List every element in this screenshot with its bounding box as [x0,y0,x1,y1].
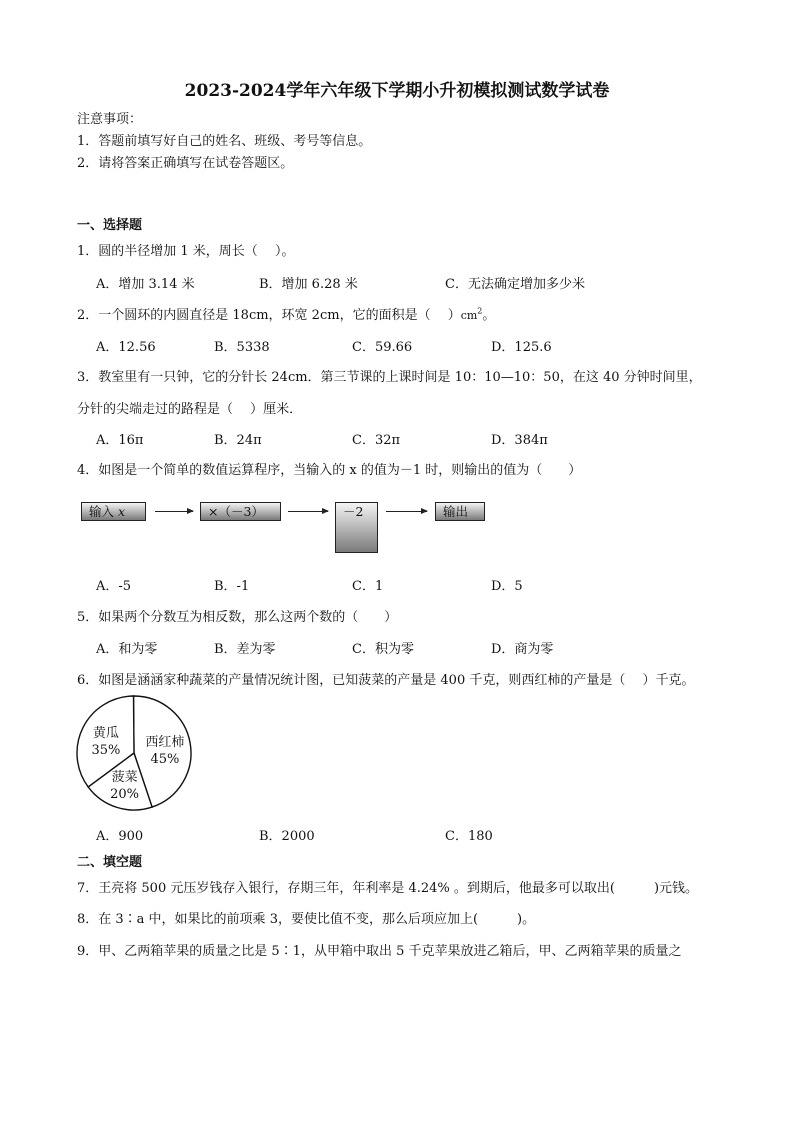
question-1-stem: 1．圆的半径增加 1 米，周长（ ）。 [77,244,295,259]
q2-end: 。 [482,308,496,323]
q5-option-b: B．差为零 [214,642,276,657]
flow-input-label: 输入 [89,504,115,519]
question-7: 7．王亮将 500 元压岁钱存入银行，存期三年，年利率是 4.24% 。到期后，他最多可以取出( )元钱。 [77,881,699,896]
q6-option-c: C．180 [445,829,493,844]
q5-option-c: C．积为零 [352,642,414,657]
q4-option-d: D．5 [491,579,523,594]
pie-slice-value: 20% [110,786,140,802]
q2-stem-text: 2．一个圆环的内圆直径是 18cm，环宽 2cm，它的面积是（ ） [77,308,461,323]
q5-option-d: D．商为零 [491,642,554,657]
flow-arrow [288,511,328,512]
notes-heading: 注意事项： [77,112,143,127]
pie-chart [74,694,194,812]
question-5-stem: 5．如果两个分数互为相反数，那么这两个数的（ ） [77,610,398,625]
question-2-stem [77,304,495,323]
q3-option-c: C．32π [352,433,401,448]
pie-slice-value: 45% [150,751,180,767]
q4-option-a: A．-5 [96,579,132,594]
q6-option-b: B．2000 [259,829,315,844]
pie-slice-label: 黄瓜 [92,726,119,742]
note-item: 1．答题前填写好自己的姓名、班级、考号等信息。 [77,134,372,149]
q1-option-b: B．增加 6.28 米 [259,277,358,292]
q1-option-c: C．无法确定增加多少米 [445,277,585,292]
flow-arrow [386,511,427,512]
flow-subtract-box: －2 [335,502,378,553]
note-item: 2．请将答案正确填写在试卷答题区。 [77,156,294,171]
pie-slice-label: 菠菜 [111,769,138,785]
q1-option-a: A．增加 3.14 米 [96,277,195,292]
q3-option-d: D．384π [491,433,548,448]
q4-option-b: B．-1 [214,579,250,594]
q3-option-a: A．16π [96,433,144,448]
flow-arrow [155,511,193,512]
q3-option-b: B．24π [214,433,262,448]
question-3-line-2: 分针的尖端走过的路程是（ ）厘米． [77,402,303,417]
q2-unit: cm [460,309,478,322]
pie-slice-label: 西红柿 [145,734,185,750]
q4-option-c: C．1 [352,579,384,594]
pie-slice-value: 35% [91,743,121,759]
q2-option-a: A．12.56 [96,340,156,355]
flow-input-var: x [118,504,126,519]
section-heading: 一、选择题 [77,218,143,233]
q2-unit-sup: 2 [477,306,483,316]
question-8: 8．在 3∶a 中，如果比的前项乘 3，要使比值不变，那么后项应加上( )。 [77,912,536,927]
question-9: 9．甲、乙两箱苹果的质量之比是 5∶1，从甲箱中取出 5 千克苹果放进乙箱后，甲、乙两箱苹果的质量之 [77,944,682,959]
flow-output-box: 输出 [435,502,485,521]
section-heading: 二、填空题 [77,855,143,870]
flow-multiply-box: ×（－3） [200,502,281,521]
flow-input-box [81,502,146,521]
page-title: 2023-2024学年六年级下学期小升初模拟测试数学试卷 [184,81,610,101]
q5-option-a: A．和为零 [96,642,158,657]
question-6-stem: 6．如图是涵涵家种蔬菜的产量情况统计图，已知菠菜的产量是 400 千克，则西红柿的产量是（ ）千克。 [77,673,695,688]
question-3-line-1: 3．教室里有一只钟，它的分针长 24cm．第三节课的上课时间是 10：10—10：50，在这 40 分钟时间里， [77,370,702,385]
q2-option-c: C．59.66 [352,340,413,355]
question-4-stem: 4．如图是一个简单的数值运算程序，当输入的 x 的值为－1 时，则输出的值为（ ） [77,463,582,478]
q2-option-d: D．125.6 [491,340,552,355]
q2-option-b: B．5338 [214,340,270,355]
q6-option-a: A．900 [96,829,144,844]
